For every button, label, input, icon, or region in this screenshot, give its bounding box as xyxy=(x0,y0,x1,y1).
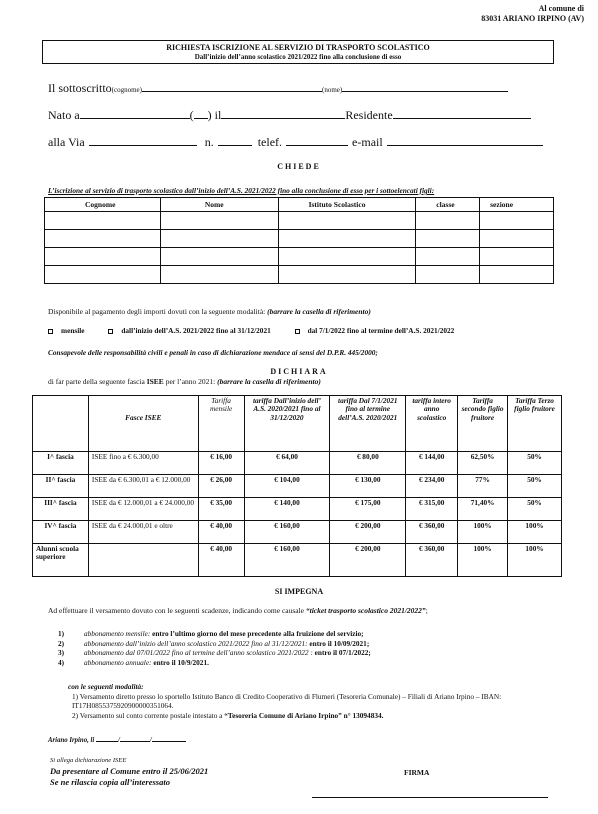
giorno-field[interactable] xyxy=(96,741,118,742)
table-cell[interactable] xyxy=(278,212,416,230)
list-item xyxy=(58,648,371,658)
consapevole-text: Consapevole delle responsabilità civili e penali in caso di dichiarazione mendace ai sensi del D.P.R. 445/2000; xyxy=(48,348,378,357)
deadline-label: abbonamento annuale: xyxy=(84,657,152,667)
header-classe: classe xyxy=(416,198,480,212)
luogo-data: Ariano Irpino, li / / xyxy=(48,737,186,744)
table-cell: € 104,00 xyxy=(244,475,330,498)
title-box xyxy=(42,40,554,64)
label-via: alla Via xyxy=(48,135,85,149)
table-cell: € 140,00 xyxy=(244,498,330,521)
table-cell: € 160,00 xyxy=(244,544,330,577)
table-row xyxy=(33,452,562,475)
isee-range-cell: ISEE da € 24.000,01 e oltre xyxy=(88,521,198,544)
table-row xyxy=(33,498,562,521)
isee-header-row xyxy=(33,396,562,452)
option-mensile: mensile xyxy=(61,326,85,335)
fascia-note: (barrare la casella di riferimento) xyxy=(217,377,321,386)
table-cell[interactable] xyxy=(278,230,416,248)
label-email: e-mail xyxy=(352,135,383,149)
provincia-field[interactable] xyxy=(194,107,208,119)
deadline-number: 2) xyxy=(58,638,65,648)
table-cell: € 64,00 xyxy=(244,452,330,475)
table-cell: 50% xyxy=(508,475,562,498)
fascia-text xyxy=(48,377,321,386)
via-field[interactable] xyxy=(89,134,197,146)
table-cell: € 40,00 xyxy=(198,544,244,577)
firma-label: FIRMA xyxy=(404,768,430,777)
header-istituto: Istituto Scolastico xyxy=(278,198,416,212)
fascia-isee: ISEE xyxy=(146,377,164,386)
list-item xyxy=(58,629,371,639)
deadline-label: abbonamento mensile: xyxy=(84,629,151,638)
modalita-item2-text: 2) Versamento sul conto corrente postale intestato a xyxy=(72,710,223,720)
table-cell[interactable] xyxy=(160,230,278,248)
deadline-number: 1) xyxy=(58,629,65,638)
fascia-label-cell: III^ fascia xyxy=(33,498,89,521)
table-cell: 100% xyxy=(458,521,508,544)
fascia-label-cell: IV^ fascia xyxy=(33,521,89,544)
recipient-address xyxy=(481,4,584,24)
header-nome: Nome xyxy=(160,198,278,212)
table-cell: 77% xyxy=(458,475,508,498)
label-nato: Nato a xyxy=(48,108,80,122)
table-cell[interactable] xyxy=(160,212,278,230)
isee-table xyxy=(32,395,562,577)
isee-header-cell: Fasce ISEE xyxy=(88,396,198,452)
allega-text: Si allega dichiarazione ISEE xyxy=(50,757,127,764)
deadline-text: entro il 10/9/2021. xyxy=(153,657,209,667)
email-field[interactable] xyxy=(387,134,543,146)
table-cell: € 16,00 xyxy=(198,452,244,475)
isee-header-cell: Tariffa secondo figlio fruitore xyxy=(458,396,508,452)
table-cell: € 80,00 xyxy=(330,452,406,475)
table-cell[interactable] xyxy=(480,212,554,230)
deadline-label: abbonamento dal 07/01/2022 fino al termine dell’anno scolastico 2021/2022 : xyxy=(84,648,313,658)
table-cell: 71,40% xyxy=(458,498,508,521)
isee-range-cell: ISEE fino a € 6.300,00 xyxy=(88,452,198,475)
table-row xyxy=(45,212,554,230)
table-row xyxy=(33,521,562,544)
table-cell: € 160,00 xyxy=(244,521,330,544)
isee-range-cell xyxy=(88,544,198,577)
row-nascita: Nato a ( ) il Residente xyxy=(48,107,531,123)
label-numero: n. xyxy=(204,135,214,149)
table-cell[interactable] xyxy=(45,266,161,284)
header-cognome: Cognome xyxy=(45,198,161,212)
isee-range-cell: ISEE da € 12.000,01 a € 24.000,00 xyxy=(88,498,198,521)
students-header-row xyxy=(45,198,554,212)
label-sottoscritto: Il sottoscritto xyxy=(48,81,112,95)
table-cell: € 26,00 xyxy=(198,475,244,498)
fascia-year: per l’anno 2021: xyxy=(165,377,216,386)
table-cell[interactable] xyxy=(278,248,416,266)
table-cell: € 175,00 xyxy=(330,498,406,521)
versamento-label: Ad effettuare il versamento dovuto con le seguenti scadenze, indicando come causale xyxy=(48,606,305,615)
table-cell: 62,50% xyxy=(458,452,508,475)
table-cell[interactable] xyxy=(45,248,161,266)
table-cell: 50% xyxy=(508,452,562,475)
table-cell: € 360,00 xyxy=(406,521,458,544)
deadline-text: entro l’ultimo giorno del mese precedente alla fruizione del servizio; xyxy=(152,629,364,638)
option-gennaio: dal 7/1/2022 fino al termine dell’A.S. 2021/2022 xyxy=(307,326,455,335)
table-cell[interactable] xyxy=(160,266,278,284)
fascia-label-cell: II^ fascia xyxy=(33,475,89,498)
anno-field[interactable] xyxy=(152,741,186,742)
table-cell: 100% xyxy=(508,521,562,544)
table-cell[interactable] xyxy=(480,230,554,248)
table-cell[interactable] xyxy=(416,248,480,266)
presentare-text: Da presentare al Comune entro il 25/06/2021 xyxy=(50,766,209,776)
modalita-section xyxy=(68,682,548,720)
fascia-label-cell: Alunni scuola superiore xyxy=(33,544,89,577)
dichiara-heading: DICHIARA xyxy=(270,367,328,376)
table-cell: € 200,00 xyxy=(330,544,406,577)
table-row xyxy=(45,266,554,284)
label-cognome: (cognome) xyxy=(111,86,142,94)
address-line1: Al comune di xyxy=(538,4,584,13)
nome-field[interactable] xyxy=(342,80,508,92)
versamento-end: ; xyxy=(425,606,428,615)
table-cell[interactable] xyxy=(480,248,554,266)
impegna-heading: SI IMPEGNA xyxy=(274,587,324,596)
data-nascita-field[interactable] xyxy=(221,107,345,119)
mese-field[interactable] xyxy=(120,741,150,742)
table-cell: € 234,00 xyxy=(406,475,458,498)
table-cell[interactable] xyxy=(278,266,416,284)
deadline-text: entro il 10/09/2021; xyxy=(309,638,370,648)
label-nome: (nome) xyxy=(322,86,343,94)
list-item xyxy=(58,658,371,668)
modalita-item2 xyxy=(68,711,548,721)
presentare-block xyxy=(50,766,208,788)
versamento-causale: “ticket trasporto scolastico 2021/2022” xyxy=(305,606,426,615)
table-cell: € 360,00 xyxy=(406,544,458,577)
table-cell[interactable] xyxy=(45,230,161,248)
header-sezione: sezione xyxy=(480,198,554,212)
table-cell[interactable] xyxy=(45,212,161,230)
label-telef: telef. xyxy=(257,135,283,149)
table-row xyxy=(33,544,562,577)
table-cell: € 144,00 xyxy=(406,452,458,475)
table-cell[interactable] xyxy=(160,248,278,266)
table-row xyxy=(45,248,554,266)
students-table xyxy=(44,197,554,284)
isee-header-cell: tariffa Dall’inizio dell’ A.S. 2020/2021 fino al 31/12/2020 xyxy=(244,396,330,452)
option-inizio: dall’inizio dell’A.S. 2021/2022 fino al 31/12/2021 xyxy=(121,326,271,335)
payment-label: Disponibile al pagamento degli importi dovuti con la seguente modalità: xyxy=(48,307,266,316)
table-cell[interactable] xyxy=(416,212,480,230)
table-cell: € 130,00 xyxy=(330,475,406,498)
checkbox-inizio[interactable] xyxy=(108,329,113,334)
table-cell: 50% xyxy=(508,498,562,521)
checkbox-mensile[interactable] xyxy=(48,329,53,334)
isee-header-cell: tariffa intero anno scolastico xyxy=(406,396,458,452)
isee-header-cell: Tariffa mensile xyxy=(198,396,244,452)
fascia-label: di far parte della seguente fascia xyxy=(48,377,145,386)
cognome-field[interactable] xyxy=(142,80,322,92)
label-residente: Residente xyxy=(345,108,393,122)
isee-header-cell: Tariffa Terzo figlio fruitore xyxy=(508,396,562,452)
versamento-text xyxy=(48,606,428,615)
payment-text xyxy=(48,307,371,316)
payment-options xyxy=(48,326,454,335)
form-title: RICHIESTA ISCRIZIONE AL SERVIZIO DI TRASPORTO SCOLASTICO xyxy=(166,43,430,52)
deadline-number: 4) xyxy=(58,657,65,667)
deadline-text: entro il 07/1/2022; xyxy=(314,648,371,658)
modalita-header: con le seguenti modalità: xyxy=(68,682,144,691)
deadline-label: abbonamento dall’inizio dell’anno scolastico 2021/2022 fino al 31/12/2021: xyxy=(84,638,308,648)
isee-header-cell: tariffa Dal 7/1/2021 fino al termine dell’A.S. 2020/2021 xyxy=(330,396,406,452)
checkbox-gennaio[interactable] xyxy=(295,329,300,334)
signature-line[interactable] xyxy=(312,797,548,798)
table-cell: € 40,00 xyxy=(198,521,244,544)
table-cell: € 315,00 xyxy=(406,498,458,521)
isee-header-cell xyxy=(33,396,89,452)
deadlines-list xyxy=(58,629,371,667)
table-cell: 100% xyxy=(508,544,562,577)
table-cell: € 35,00 xyxy=(198,498,244,521)
row-indirizzo xyxy=(48,134,543,150)
modalita-item2-conto: “Tesoreria Comune di Ariano Irpino” n° 13094834. xyxy=(224,710,384,720)
residenza-field[interactable] xyxy=(393,107,531,119)
intro-text: L’iscrizione al servizio di trasporto scolastico dall’inizio dell’A.S. 2021/2022 fino alla conclusione di esso per i sottoelencati figli: xyxy=(48,186,435,195)
modalita-item1: 1) Versamento diretto presso lo sportello Istituto Banco di Credito Cooperativo di Flumeri (Tesoreria Comunale) – Filiali di Ariano Irpino – IBAN: IT17H0855375920900000351064. xyxy=(72,691,502,711)
form-subtitle: Dall’inizio dell’anno scolastico 2021/2022 fino alla conclusione di esso xyxy=(194,53,402,61)
deadline-number: 3) xyxy=(58,648,65,658)
table-cell[interactable] xyxy=(416,230,480,248)
table-cell[interactable] xyxy=(480,266,554,284)
payment-note: (barrare la casella di riferimento) xyxy=(267,307,371,316)
table-cell: 100% xyxy=(458,544,508,577)
table-row xyxy=(33,475,562,498)
luogo-label: Ariano Irpino, li xyxy=(48,737,95,744)
table-row xyxy=(45,230,554,248)
chiede-heading: CHIEDE xyxy=(277,162,321,171)
list-item xyxy=(58,639,371,649)
isee-range-cell: ISEE da € 6.300,01 a € 12.000,00 xyxy=(88,475,198,498)
fascia-label-cell: I^ fascia xyxy=(33,452,89,475)
numero-civico-field[interactable] xyxy=(218,134,252,146)
row-sottoscritto xyxy=(48,80,508,96)
copia-text: Se ne rilascia copia all’interessato xyxy=(50,777,170,787)
table-cell: € 200,00 xyxy=(330,521,406,544)
telefono-field[interactable] xyxy=(286,134,348,146)
table-cell[interactable] xyxy=(416,266,480,284)
luogo-nascita-field[interactable] xyxy=(80,107,190,119)
label-il: il xyxy=(214,108,222,122)
address-line2: 83031 ARIANO IRPINO (AV) xyxy=(481,14,584,23)
